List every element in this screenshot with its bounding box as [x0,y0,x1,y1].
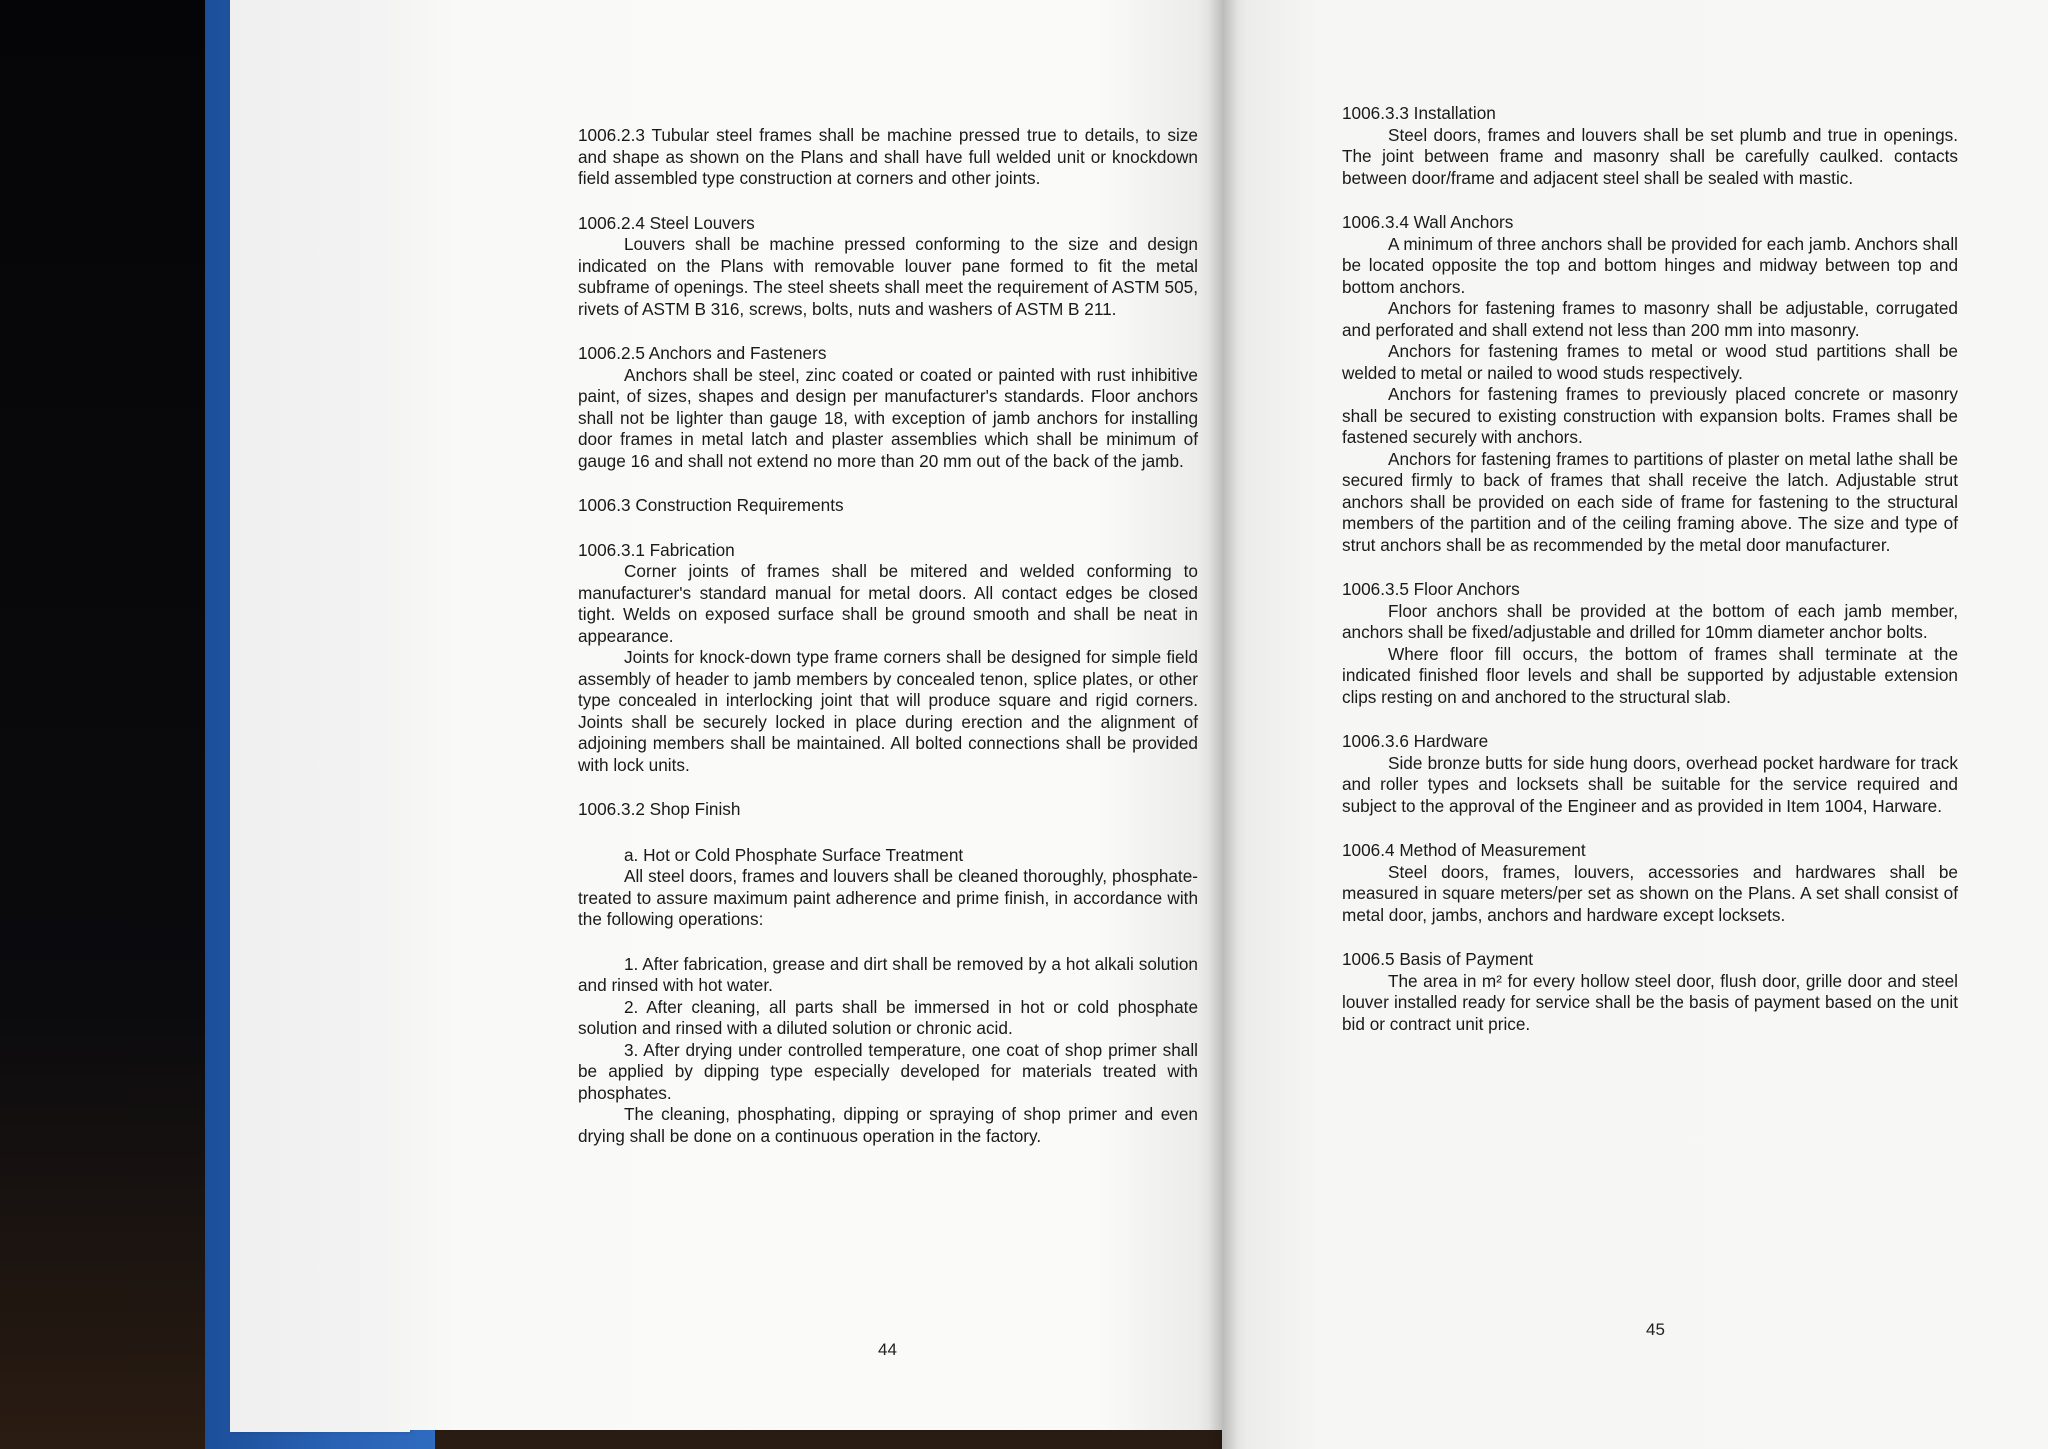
section-paragraph: Anchors for fastening frames to metal or wood stud partitions shall be welded to metal or nailed to wood studs respectively. [1342,341,1958,383]
procedure-step: 3. After drying under controlled temperature, one coat of shop primer shall be applied by dipping type especially developed for materials treated with phosphates. [578,1039,1198,1103]
section-paragraph: Corner joints of frames shall be mitered and welded conforming to manufacturer's standard manual for metal doors. All contact edges be closed tight. Welds on exposed surface shall be ground smooth and shall be neat in appearance. [578,561,1198,646]
section-heading: 1006.2.4 Steel Louvers [578,212,755,233]
section-heading: 1006.2.5 Anchors and Fasteners [578,343,827,363]
right-page [1222,0,2048,1449]
right-page-text [1342,103,1958,1058]
section-heading: 1006.3.2 Shop Finish [578,799,741,819]
section-paragraph: Anchors for fastening frames to partitions of plaster on metal lathe shall be secured firmly to back of frames that shall receive the latch. Adjustable strut anchors shall be provided on each side of frame for fastening to the structural members of the partition and of the ceiling framing above. The size and type of strut anchors shall be as recommended by the metal door manufacturer. [1342,448,1958,555]
page-number: 45 [1646,1320,1665,1339]
procedure-step: 1. After fabrication, grease and dirt shall be removed by a hot alkali solution and rinsed with hot water. [578,953,1198,995]
section-subheading: a. Hot or Cold Phosphate Surface Treatment [624,844,964,865]
section-1006-4 [1342,840,1958,926]
section-paragraph: Where floor fill occurs, the bottom of frames shall terminate at the indicated finished floor levels and shall be supported by adjustable extension clips resting on and anchored to the structural slab. [1342,643,1958,707]
procedure-step: 2. After cleaning, all parts shall be immersed in hot or cold phosphate solution and rinsed with a diluted solution or chronic acid. [578,996,1198,1038]
section-paragraph: Joints for knock-down type frame corners shall be designed for simple field assembly of header to jamb members by concealed tenon, splice plates, or other type concealed in interlocking joint that will produce square and rigid corners. Joints shall be securely locked in place during erection and the alignment of adjoining members shall be maintained. All bolted connections shall be provided with lock units. [578,647,1198,775]
section-1006-3-1 [578,540,1198,777]
section-1006-2-3 [578,125,1198,190]
section-paragraph: Anchors for fastening frames to previously placed concrete or masonry shall be secured to existing construction with expansion bolts. Frames shall be fastened securely with anchors. [1342,384,1958,447]
section-text: 1006.2.3 Tubular steel frames shall be machine pressed true to details, to size and shape as shown on the Plans and shall have full welded unit or knockdown field assembled type construction at corners and other joints. [578,125,1198,188]
section-paragraph: Anchors shall be steel, zinc coated or coated or painted with rust inhibitive paint, of sizes, shapes and design per manufacturer's standards. Floor anchors shall not be lighter than gauge 18, with exception of jamb anchors for installing door frames in metal latch and plaster assemblies which shall be minimum of gauge 16 and shall not extend no more than 20 mm out of the back of the jamb. [578,364,1198,471]
section-1006-3-5 [1342,579,1958,708]
section-paragraph: Louvers shall be machine pressed conforming to the size and design indicated on the Plans with removable louver pane formed to fit the metal subframe of openings. The steel sheets shall meet the requirement of ASTM 505, rivets of ASTM B 316, screws, bolts, nuts and washers of ASTM B 211. [578,234,1198,319]
section-heading: 1006.3.4 Wall Anchors [1342,212,1514,232]
section-1006-2-4 [578,213,1198,321]
section-1006-5 [1342,949,1958,1035]
page-number: 44 [878,1340,897,1359]
section-paragraph: The area in m² for every hollow steel door, flush door, grille door and steel louver installed ready for service shall be the basis of payment based on the unit bid or contract unit price. [1342,970,1958,1034]
section-paragraph: Side bronze butts for side hung doors, overhead pocket hardware for track and roller types and locksets shall be suitable for the service required and subject to the approval of the Engineer and as provided in Item 1004, Harware. [1342,752,1958,816]
procedure-note: The cleaning, phosphating, dipping or spraying of shop primer and even drying shall be done on a continuous operation in the factory. [578,1104,1198,1146]
section-heading: 1006.3.5 Floor Anchors [1342,579,1520,599]
left-page [392,0,1222,1430]
section-paragraph: Steel doors, frames, louvers, accessories and hardwares shall be measured in square meters/per set as shown on the Plans. A set shall consist of metal door, jambs, anchors and hardware except locksets. [1342,861,1958,925]
section-1006-2-5 [578,343,1198,472]
section-1006-3-3 [1342,103,1958,189]
section-heading: 1006.5 Basis of Payment [1342,949,1534,969]
section-heading: 1006.3.1 Fabrication [578,539,735,560]
section-heading: 1006.3.6 Hardware [1342,731,1489,751]
book-gutter [1208,0,1238,1449]
section-heading: 1006.4 Method of Measurement [1342,840,1586,860]
section-paragraph: Floor anchors shall be provided at the bottom of each jamb member, anchors shall be fixed/adjustable and drilled for 10mm diameter anchor bolts. [1342,600,1958,642]
section-paragraph: Anchors for fastening frames to masonry shall be adjustable, corrugated and perforated and shall extend not less than 200 mm into masonry. [1342,298,1958,340]
section-heading: 1006.3.3 Installation [1342,103,1496,123]
section-1006-3 [578,495,1198,517]
section-paragraph: All steel doors, frames and louvers shall be cleaned thoroughly, phosphate-treated to assure maximum paint adherence and prime finish, in accordance with the following operations: [578,866,1198,929]
section-1006-3-4 [1342,212,1958,556]
section-1006-3-6 [1342,731,1958,817]
section-heading: 1006.3 Construction Requirements [578,495,844,515]
section-paragraph: Steel doors, frames and louvers shall be set plumb and true in openings. The joint between frame and masonry shall be carefully caulked. contacts between door/frame and adjacent steel shall be sealed with mastic. [1342,124,1958,188]
section-paragraph: A minimum of three anchors shall be provided for each jamb. Anchors shall be located opposite the top and bottom hinges and midway between top and bottom anchors. [1342,233,1958,297]
left-page-text [578,125,1198,1170]
section-1006-3-2 [578,799,1198,1147]
page-stack-edge [230,0,410,1432]
